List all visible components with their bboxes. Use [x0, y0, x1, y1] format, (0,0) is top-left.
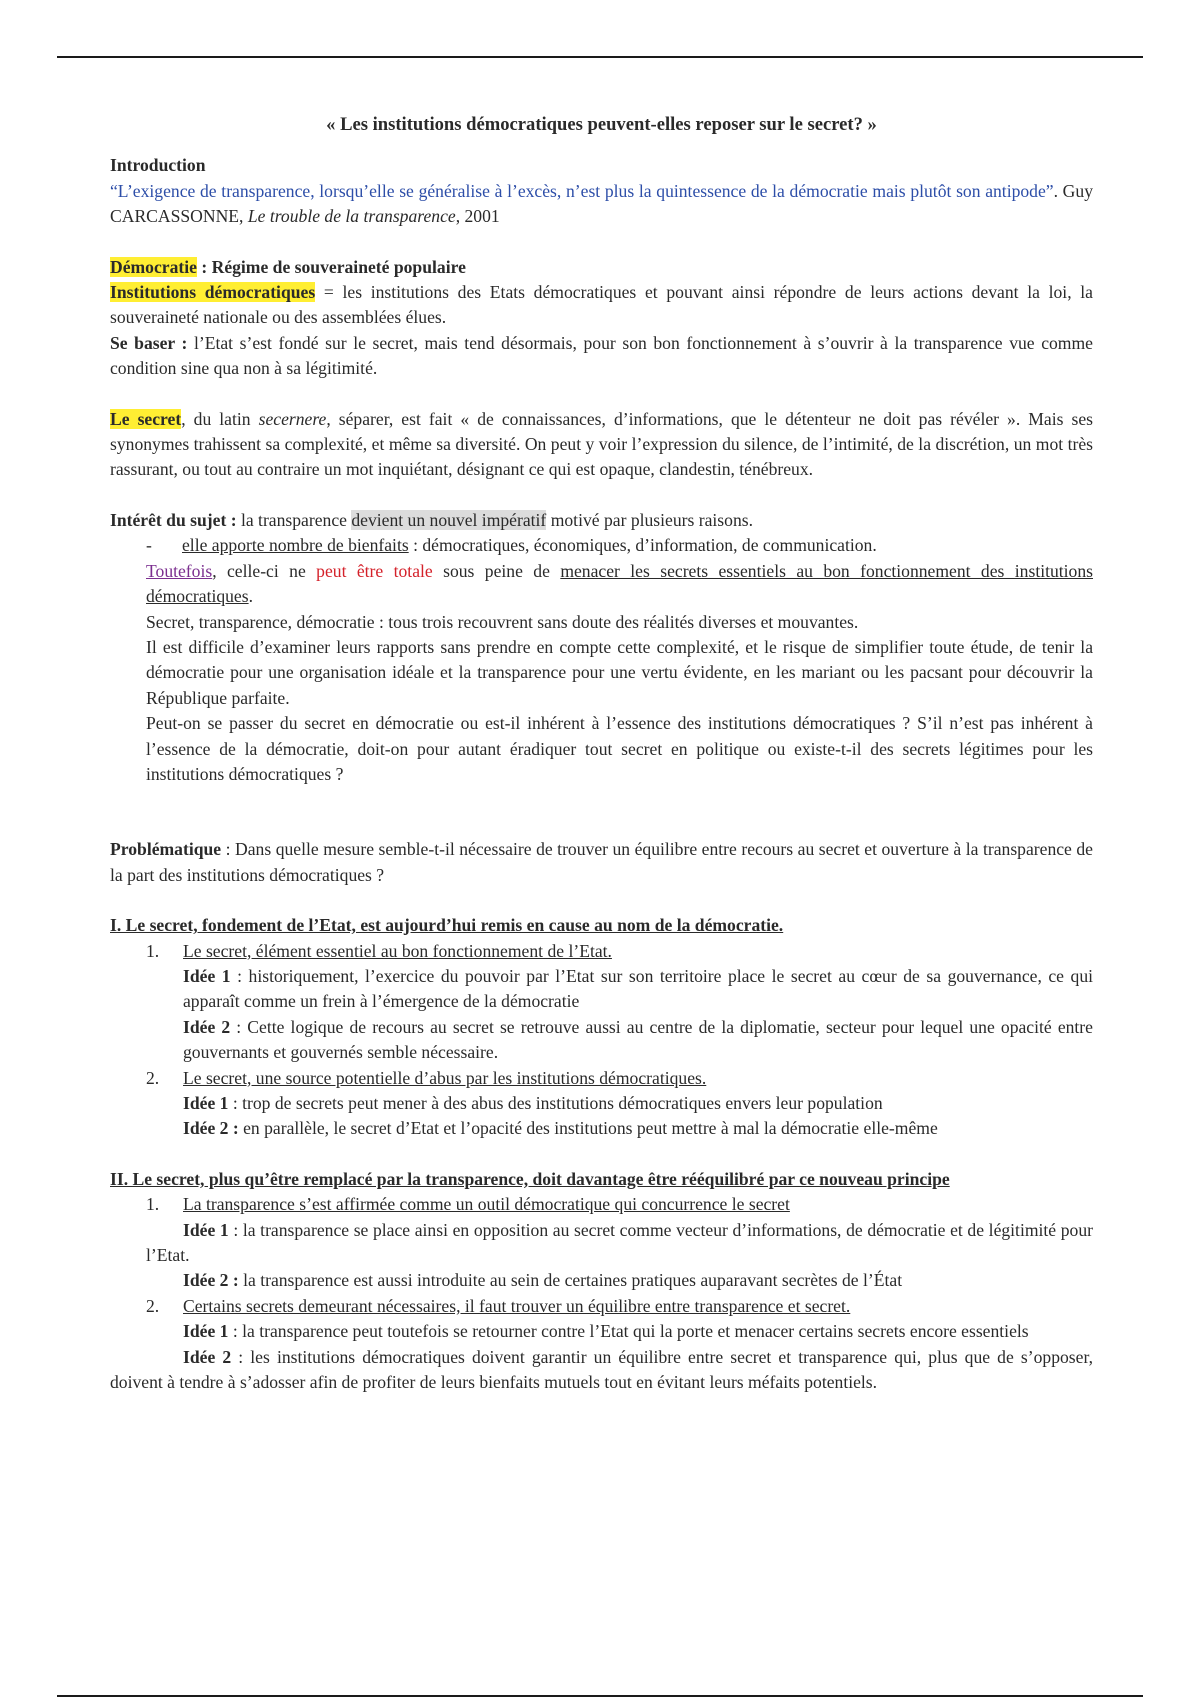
part1-sub2-num: 2.: [146, 1067, 160, 1088]
intro-quote: [110, 179, 1093, 230]
idea-label: Idée 2: [183, 1346, 232, 1367]
def-democratie: [110, 255, 1093, 280]
idea-text: en parallèle, le secret d’Etat et l’opacité des institutions peut mettre à mal la démocratie elle-même: [238, 1118, 938, 1139]
part2-sub1-idea1: [146, 1218, 1093, 1269]
interet-p3: Peut-on se passer du secret en démocratie ou est-il inhérent à l’essence des institutions démocratiques ? S’il n’est pas inhérent à l’essence de la démocratie, doit-on pour autant éradiquer tout secret en politique ou existe-t-il des secrets légitimes pour les institutions démocratiques ?: [146, 713, 1093, 784]
quote-year: , 2001: [455, 206, 500, 227]
idea-label: Idée 1: [183, 965, 231, 986]
idea-label: Idée 1: [183, 1093, 229, 1113]
term-baser: Se baser :: [110, 332, 188, 353]
idea-text: : historiquement, l’exercice du pouvoir par l’Etat sur son territoire place le secret au cœur de sa gouvernance, ce qui apparaît comme un frein à l’émergence de la démocratie: [183, 965, 1094, 1012]
interet-line: [110, 508, 1093, 533]
toutefois-t3: .: [248, 586, 253, 607]
part2-sub2-idea2: [110, 1345, 1093, 1396]
term-democratie: Démocratie: [110, 256, 197, 277]
interet-a: la transparence: [236, 509, 352, 530]
interet-p2: Il est difficile d’examiner leurs rapports sans prendre en compte cette complexité, et le risque de simplifier toute étude, de tenir la démocratie pour une organisation idéale et la transparence pour une vertu évidente, en les mariant ou les pacsant pour découvrir la République parfaite.: [146, 636, 1093, 708]
def-secret: [110, 407, 1093, 483]
toutefois-underlined: menacer les secrets essentiels au bon fonctionnement des institutions démocratiques: [146, 560, 1093, 607]
quote-author: . Guy CARCASSONNE,: [110, 180, 1093, 227]
part2-sub1-idea2: [183, 1268, 1093, 1293]
problematique: [110, 837, 1093, 888]
toutefois-word: Toutefois: [146, 560, 213, 581]
term-institutions: Institutions démocratiques: [110, 282, 316, 303]
bullet-rest: : démocratiques, économiques, d’information, de communication.: [408, 535, 877, 556]
bullet-text: [182, 533, 877, 558]
part2-sub2-title: Certains secrets demeurant nécessaires, il faut trouver un équilibre entre transparence et secret.: [183, 1295, 851, 1316]
part1-sub1-idea1: [183, 964, 1093, 1015]
quote-text: “L’exigence de transparence, lorsqu’elle se généralise à l’excès, n’est plus la quintessence de la démocratie mais plutôt son antipode”: [110, 180, 1054, 201]
toutefois-red: peut être totale: [316, 560, 433, 581]
part1-heading: I. Le secret, fondement de l’Etat, est aujourd’hui remis en cause au nom de la démocratie.: [110, 915, 784, 936]
part2-sub2-num: 2.: [146, 1295, 160, 1316]
toutefois-t1: , celle-ci ne: [212, 560, 317, 581]
def-baser-text: l’Etat s’est fondé sur le secret, mais tend désormais, pour son bon fonctionnement à s’ouvrir à la transparence vue comme condition sine qua non à sa légitimité.: [110, 332, 1093, 379]
idea-label: Idée 2: [183, 1016, 231, 1037]
problematique-label: Problématique: [110, 839, 222, 860]
idea-label: Idée 2 :: [183, 1118, 239, 1139]
idea-label: Idée 1: [183, 1219, 229, 1240]
idea-text: : la transparence peut toutefois se retourner contre l’Etat qui la porte et menacer certains secrets encore essentiels: [228, 1321, 1029, 1342]
part2-sub2: [146, 1294, 1093, 1319]
part1-sub2-idea1: [183, 1091, 1093, 1116]
idea-text: : trop de secrets peut mener à des abus des institutions démocratiques envers leur population: [228, 1093, 883, 1113]
idea-label: Idée 1: [183, 1321, 229, 1342]
bullet-dash: -: [146, 535, 152, 556]
part2-sub1-title: La transparence s’est affirmée comme un outil démocratique qui concurrence le secret: [183, 1194, 790, 1215]
idea-label: Idée 2 :: [183, 1270, 239, 1291]
top-rule: [57, 56, 1143, 58]
part1-sub1-title: Le secret, élément essentiel au bon fonctionnement de l’Etat.: [183, 940, 612, 961]
part2-sub1: [146, 1192, 1093, 1217]
interet-bullet: [146, 533, 1093, 558]
interet-b: motivé par plusieurs raisons.: [546, 509, 753, 530]
idea-text: : la transparence se place ainsi en opposition au secret comme vecteur d’informations, de démocratie et de légitimité pour l’Etat.: [146, 1219, 1093, 1266]
document-title: « Les institutions démocratiques peuvent-elles reposer sur le secret? »: [326, 114, 877, 135]
def-democratie-text: : Régime de souveraineté populaire: [196, 256, 466, 277]
part1-sub1-idea2: [183, 1015, 1093, 1066]
term-secret: Le secret: [110, 408, 182, 429]
part1-sub1: [146, 939, 1093, 964]
document-page: [110, 112, 1093, 1395]
part2-sub1-num: 1.: [146, 1194, 160, 1215]
def-secret-a: , du latin: [181, 408, 259, 429]
interet-highlight: devient un nouvel impératif: [351, 509, 547, 530]
interet-label: Intérêt du sujet :: [110, 509, 237, 530]
part2-sub2-idea1: [146, 1319, 1093, 1344]
intro-heading: Introduction: [110, 155, 206, 176]
part1-sub2-idea2: [183, 1116, 1093, 1141]
def-baser: [110, 331, 1093, 382]
bottom-rule: [57, 1695, 1143, 1697]
def-secret-latin: secernere: [258, 408, 327, 429]
toutefois-t2: sous peine de: [432, 560, 561, 581]
interet-p1: Secret, transparence, démocratie : tous trois recouvrent sans doute des réalités diverses et mouvantes.: [146, 611, 859, 632]
bullet-underlined: elle apporte nombre de bienfaits: [182, 535, 409, 556]
idea-text: : les institutions démocratiques doivent garantir un équilibre entre secret et transparence qui, plus que de s’opposer, doivent à tendre à s’adosser afin de profiter de leurs bienfaits mutuels tout en évitant leurs méfaits potentiels.: [110, 1346, 1093, 1393]
part1-sub2-title: Le secret, une source potentielle d’abus par les institutions démocratiques.: [183, 1067, 707, 1088]
interet-toutefois: [146, 559, 1093, 610]
quote-book: Le trouble de la transparence: [247, 206, 456, 227]
def-institutions: [110, 280, 1093, 331]
part2-heading: II. Le secret, plus qu’être remplacé par la transparence, doit davantage être rééquilibré par ce nouveau principe: [110, 1168, 950, 1189]
part1-sub1-num: 1.: [146, 940, 160, 961]
part1-sub2: [146, 1066, 1093, 1091]
def-secret-b: , séparer, est fait « de connaissances, d’informations, que le détenteur ne doit pas révéler ». Mais ses synonymes trahissent sa complexité, et même sa diversité. On peut y voir l’expression du silence, de l’intimité, de la discrétion, un mot très rassurant, ou tout au contraire un mot inquiétant, désignant ce qui est opaque, clandestin, ténébreux.: [110, 408, 1093, 480]
problematique-text: : Dans quelle mesure semble-t-il nécessaire de trouver un équilibre entre recours au secret et ouverture à la transparence de la part des institutions démocratiques ?: [110, 839, 1093, 885]
def-institutions-text: = les institutions des Etats démocratiques et pouvant ainsi répondre de leurs actions devant la loi, la souveraineté nationale ou des assemblées élues.: [110, 282, 1093, 328]
idea-text: la transparence est aussi introduite au sein de certaines pratiques auparavant secrètes de l’État: [238, 1270, 903, 1291]
idea-text: : Cette logique de recours au secret se retrouve aussi au centre de la diplomatie, secteur pour lequel une opacité entre gouvernants et gouvernés semble nécessaire.: [183, 1016, 1093, 1063]
